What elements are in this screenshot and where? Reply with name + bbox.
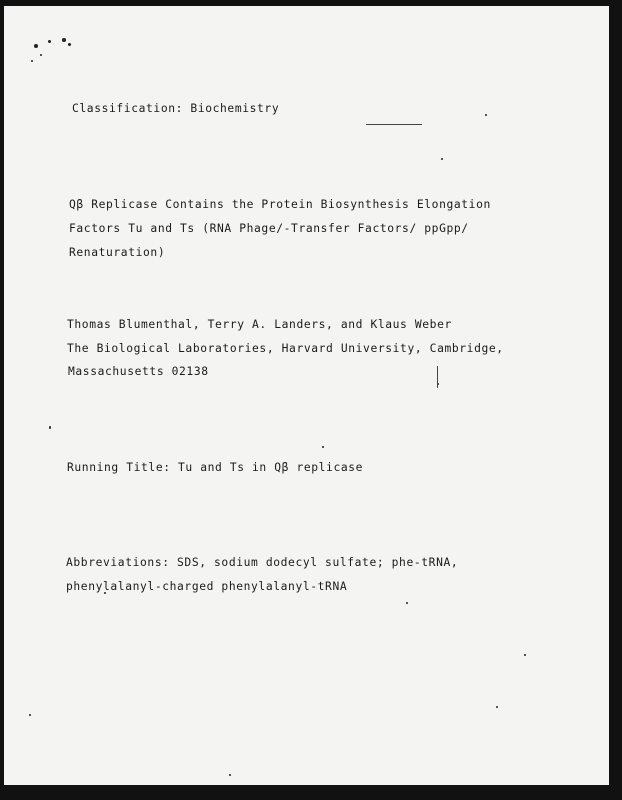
title-line-1: Qβ Replicase Contains the Protein Biosynthesis Elongation xyxy=(69,198,491,211)
authors-line: Thomas Blumenthal, Terry A. Landers, and Klaus Weber xyxy=(67,318,452,331)
scan-speck xyxy=(322,446,324,448)
scan-mark xyxy=(366,124,422,125)
title-line-3: Renaturation) xyxy=(69,246,166,259)
scan-speck xyxy=(29,714,31,716)
affiliation-line-2: Massachusetts 02138 xyxy=(68,365,209,378)
running-title-line: Running Title: Tu and Ts in Qβ replicase xyxy=(67,461,364,474)
document-page xyxy=(4,6,609,785)
scan-speck xyxy=(31,60,33,62)
scan-speck xyxy=(496,706,498,708)
abbreviations-line-2: phenylalanyl-charged phenylalanyl-tRNA xyxy=(66,580,348,593)
scan-mark xyxy=(437,366,438,388)
scan-speck xyxy=(34,44,38,48)
scan-speck xyxy=(406,602,408,604)
classification-line: Classification: Biochemistry xyxy=(72,102,280,115)
scan-speck xyxy=(485,114,487,116)
scan-speck xyxy=(40,54,42,56)
title-line-2: Factors Tu and Ts (RNA Phage/-Transfer Factors/ ppGpp/ xyxy=(69,222,469,235)
scan-speck xyxy=(229,774,231,776)
scan-speck xyxy=(62,38,66,42)
scan-speck xyxy=(48,40,51,43)
scan-speck xyxy=(524,654,526,656)
scan-speck xyxy=(68,43,71,46)
affiliation-line-1: The Biological Laboratories, Harvard University, Cambridge, xyxy=(67,342,504,355)
scan-speck xyxy=(49,426,51,429)
scan-speck xyxy=(441,158,443,160)
abbreviations-line-1: Abbreviations: SDS, sodium dodecyl sulfate; phe-tRNA, xyxy=(66,556,459,569)
